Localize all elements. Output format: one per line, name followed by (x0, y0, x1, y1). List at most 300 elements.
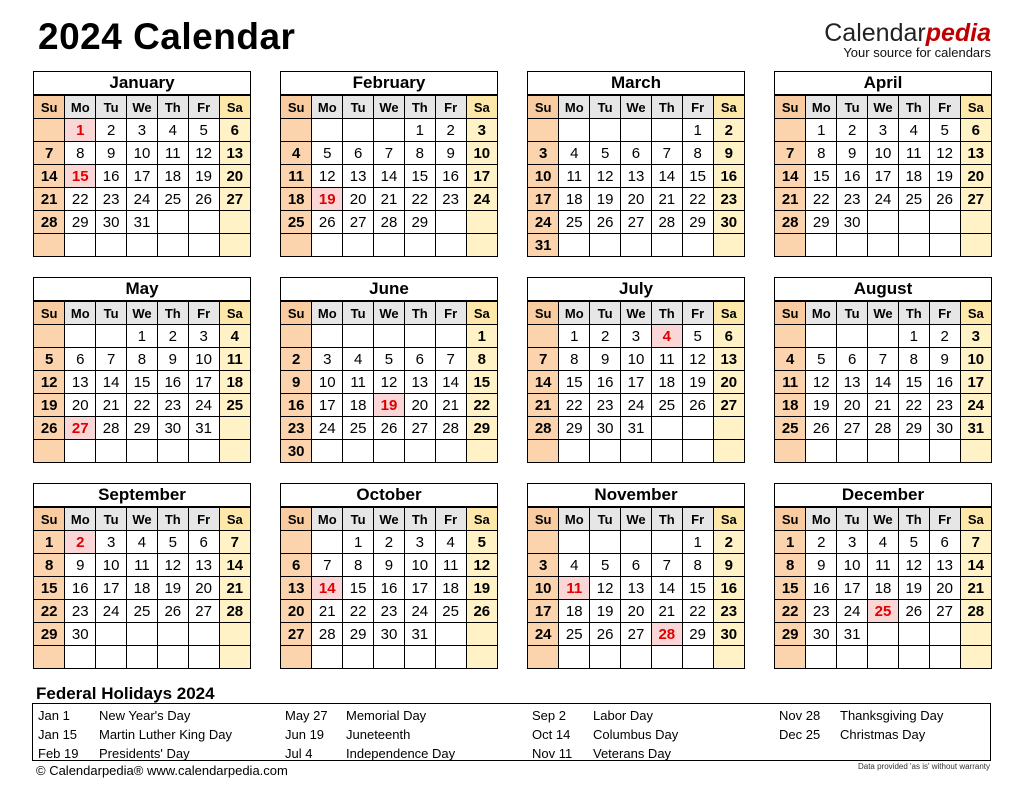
day-cell[interactable]: 13 (621, 577, 652, 600)
day-cell[interactable]: 25 (281, 211, 312, 234)
day-cell[interactable]: 4 (157, 119, 188, 142)
day-cell[interactable]: 16 (96, 165, 127, 188)
day-cell[interactable]: 27 (929, 600, 960, 623)
day-cell[interactable]: 2 (374, 531, 405, 554)
day-cell[interactable]: 17 (528, 600, 559, 623)
day-cell[interactable]: 13 (837, 371, 868, 394)
day-cell[interactable]: 13 (713, 348, 744, 371)
day-cell[interactable]: 18 (157, 165, 188, 188)
day-cell[interactable]: 19 (682, 371, 713, 394)
day-cell[interactable]: 16 (590, 371, 621, 394)
day-cell[interactable]: 17 (127, 165, 158, 188)
day-cell[interactable]: 7 (374, 142, 405, 165)
day-cell[interactable]: 5 (374, 348, 405, 371)
day-cell[interactable]: 2 (96, 119, 127, 142)
day-cell[interactable]: 29 (775, 623, 806, 646)
day-cell[interactable]: 13 (65, 371, 96, 394)
day-cell[interactable]: 10 (621, 348, 652, 371)
day-cell[interactable]: 3 (188, 325, 219, 348)
day-cell[interactable]: 6 (65, 348, 96, 371)
day-cell[interactable]: 29 (65, 211, 96, 234)
day-cell[interactable]: 26 (682, 394, 713, 417)
day-cell[interactable]: 5 (898, 531, 929, 554)
day-cell[interactable]: 5 (466, 531, 497, 554)
day-cell[interactable]: 19 (312, 188, 343, 211)
day-cell[interactable]: 16 (435, 165, 466, 188)
day-cell[interactable]: 12 (806, 371, 837, 394)
day-cell[interactable]: 4 (559, 142, 590, 165)
day-cell[interactable]: 18 (775, 394, 806, 417)
day-cell[interactable]: 18 (343, 394, 374, 417)
day-cell[interactable]: 27 (713, 394, 744, 417)
day-cell[interactable]: 2 (713, 119, 744, 142)
day-cell[interactable]: 19 (929, 165, 960, 188)
day-cell[interactable]: 18 (219, 371, 250, 394)
day-cell[interactable]: 22 (682, 188, 713, 211)
day-cell[interactable]: 29 (404, 211, 435, 234)
day-cell[interactable]: 26 (34, 417, 65, 440)
day-cell[interactable]: 1 (65, 119, 96, 142)
day-cell[interactable]: 10 (528, 165, 559, 188)
day-cell[interactable]: 26 (157, 600, 188, 623)
day-cell[interactable]: 9 (96, 142, 127, 165)
day-cell[interactable]: 2 (435, 119, 466, 142)
day-cell[interactable]: 8 (127, 348, 158, 371)
day-cell[interactable]: 29 (898, 417, 929, 440)
day-cell[interactable]: 18 (651, 371, 682, 394)
day-cell[interactable]: 13 (188, 554, 219, 577)
day-cell[interactable]: 13 (404, 371, 435, 394)
day-cell[interactable]: 11 (868, 554, 899, 577)
day-cell[interactable]: 19 (374, 394, 405, 417)
day-cell[interactable]: 8 (466, 348, 497, 371)
day-cell[interactable]: 15 (34, 577, 65, 600)
day-cell[interactable]: 11 (651, 348, 682, 371)
day-cell[interactable]: 25 (343, 417, 374, 440)
day-cell[interactable]: 31 (528, 234, 559, 257)
day-cell[interactable]: 30 (713, 211, 744, 234)
day-cell[interactable]: 24 (621, 394, 652, 417)
day-cell[interactable]: 8 (682, 142, 713, 165)
day-cell[interactable]: 23 (281, 417, 312, 440)
day-cell[interactable]: 3 (528, 142, 559, 165)
day-cell[interactable]: 13 (281, 577, 312, 600)
day-cell[interactable]: 22 (466, 394, 497, 417)
day-cell[interactable]: 2 (929, 325, 960, 348)
day-cell[interactable]: 14 (34, 165, 65, 188)
day-cell[interactable]: 13 (621, 165, 652, 188)
day-cell[interactable]: 11 (559, 577, 590, 600)
day-cell[interactable]: 1 (559, 325, 590, 348)
day-cell[interactable]: 21 (868, 394, 899, 417)
day-cell[interactable]: 30 (713, 623, 744, 646)
day-cell[interactable]: 1 (34, 531, 65, 554)
day-cell[interactable]: 15 (404, 165, 435, 188)
day-cell[interactable]: 6 (713, 325, 744, 348)
day-cell[interactable]: 15 (898, 371, 929, 394)
day-cell[interactable]: 7 (651, 554, 682, 577)
day-cell[interactable]: 13 (343, 165, 374, 188)
day-cell[interactable]: 2 (806, 531, 837, 554)
day-cell[interactable]: 21 (528, 394, 559, 417)
day-cell[interactable]: 14 (312, 577, 343, 600)
day-cell[interactable]: 31 (837, 623, 868, 646)
day-cell[interactable]: 20 (621, 600, 652, 623)
day-cell[interactable]: 24 (466, 188, 497, 211)
day-cell[interactable]: 12 (929, 142, 960, 165)
day-cell[interactable]: 24 (188, 394, 219, 417)
day-cell[interactable]: 28 (960, 600, 991, 623)
day-cell[interactable]: 8 (682, 554, 713, 577)
day-cell[interactable]: 22 (34, 600, 65, 623)
day-cell[interactable]: 21 (651, 600, 682, 623)
day-cell[interactable]: 10 (188, 348, 219, 371)
day-cell[interactable]: 29 (127, 417, 158, 440)
day-cell[interactable]: 9 (65, 554, 96, 577)
day-cell[interactable]: 9 (837, 142, 868, 165)
day-cell[interactable]: 21 (312, 600, 343, 623)
day-cell[interactable]: 7 (96, 348, 127, 371)
day-cell[interactable]: 20 (188, 577, 219, 600)
day-cell[interactable]: 5 (188, 119, 219, 142)
day-cell[interactable]: 24 (404, 600, 435, 623)
day-cell[interactable]: 14 (435, 371, 466, 394)
day-cell[interactable]: 22 (65, 188, 96, 211)
day-cell[interactable]: 17 (621, 371, 652, 394)
brand-logo[interactable] (824, 20, 991, 60)
day-cell[interactable]: 23 (806, 600, 837, 623)
day-cell[interactable]: 24 (127, 188, 158, 211)
day-cell[interactable]: 2 (281, 348, 312, 371)
day-cell[interactable]: 21 (651, 188, 682, 211)
day-cell[interactable]: 28 (651, 623, 682, 646)
day-cell[interactable]: 24 (528, 623, 559, 646)
day-cell[interactable]: 29 (682, 623, 713, 646)
day-cell[interactable]: 1 (466, 325, 497, 348)
day-cell[interactable]: 4 (435, 531, 466, 554)
day-cell[interactable]: 10 (528, 577, 559, 600)
day-cell[interactable]: 14 (868, 371, 899, 394)
day-cell[interactable]: 14 (960, 554, 991, 577)
day-cell[interactable]: 19 (157, 577, 188, 600)
day-cell[interactable]: 27 (281, 623, 312, 646)
day-cell[interactable]: 9 (713, 554, 744, 577)
day-cell[interactable]: 31 (621, 417, 652, 440)
day-cell[interactable]: 15 (127, 371, 158, 394)
day-cell[interactable]: 24 (528, 211, 559, 234)
day-cell[interactable]: 11 (127, 554, 158, 577)
day-cell[interactable]: 14 (219, 554, 250, 577)
day-cell[interactable]: 9 (374, 554, 405, 577)
day-cell[interactable]: 21 (960, 577, 991, 600)
day-cell[interactable]: 5 (806, 348, 837, 371)
day-cell[interactable]: 25 (559, 623, 590, 646)
day-cell[interactable]: 6 (343, 142, 374, 165)
day-cell[interactable]: 23 (929, 394, 960, 417)
day-cell[interactable]: 16 (157, 371, 188, 394)
day-cell[interactable]: 17 (96, 577, 127, 600)
day-cell[interactable]: 31 (404, 623, 435, 646)
day-cell[interactable]: 15 (682, 165, 713, 188)
day-cell[interactable]: 14 (651, 577, 682, 600)
day-cell[interactable]: 23 (157, 394, 188, 417)
day-cell[interactable]: 18 (435, 577, 466, 600)
day-cell[interactable]: 6 (188, 531, 219, 554)
day-cell[interactable]: 27 (219, 188, 250, 211)
day-cell[interactable]: 15 (65, 165, 96, 188)
day-cell[interactable]: 25 (651, 394, 682, 417)
day-cell[interactable]: 1 (898, 325, 929, 348)
day-cell[interactable]: 9 (590, 348, 621, 371)
day-cell[interactable]: 22 (898, 394, 929, 417)
day-cell[interactable]: 25 (157, 188, 188, 211)
day-cell[interactable]: 6 (929, 531, 960, 554)
day-cell[interactable]: 25 (127, 600, 158, 623)
day-cell[interactable]: 2 (590, 325, 621, 348)
day-cell[interactable]: 19 (466, 577, 497, 600)
day-cell[interactable]: 1 (343, 531, 374, 554)
day-cell[interactable]: 24 (312, 417, 343, 440)
day-cell[interactable]: 15 (559, 371, 590, 394)
day-cell[interactable]: 30 (837, 211, 868, 234)
day-cell[interactable]: 24 (960, 394, 991, 417)
day-cell[interactable]: 4 (343, 348, 374, 371)
day-cell[interactable]: 20 (404, 394, 435, 417)
day-cell[interactable]: 22 (404, 188, 435, 211)
day-cell[interactable]: 11 (157, 142, 188, 165)
day-cell[interactable]: 16 (713, 165, 744, 188)
day-cell[interactable]: 5 (590, 142, 621, 165)
day-cell[interactable]: 12 (682, 348, 713, 371)
day-cell[interactable]: 17 (868, 165, 899, 188)
day-cell[interactable]: 23 (435, 188, 466, 211)
day-cell[interactable]: 4 (281, 142, 312, 165)
day-cell[interactable]: 25 (775, 417, 806, 440)
day-cell[interactable]: 21 (435, 394, 466, 417)
day-cell[interactable]: 26 (188, 188, 219, 211)
day-cell[interactable]: 12 (157, 554, 188, 577)
day-cell[interactable]: 5 (157, 531, 188, 554)
day-cell[interactable]: 5 (682, 325, 713, 348)
day-cell[interactable]: 28 (219, 600, 250, 623)
day-cell[interactable]: 27 (188, 600, 219, 623)
day-cell[interactable]: 18 (281, 188, 312, 211)
day-cell[interactable]: 20 (621, 188, 652, 211)
day-cell[interactable]: 7 (528, 348, 559, 371)
day-cell[interactable]: 9 (713, 142, 744, 165)
day-cell[interactable]: 26 (466, 600, 497, 623)
day-cell[interactable]: 3 (837, 531, 868, 554)
day-cell[interactable]: 4 (219, 325, 250, 348)
day-cell[interactable]: 7 (960, 531, 991, 554)
day-cell[interactable]: 1 (775, 531, 806, 554)
day-cell[interactable]: 1 (806, 119, 837, 142)
day-cell[interactable]: 18 (868, 577, 899, 600)
day-cell[interactable]: 21 (374, 188, 405, 211)
day-cell[interactable]: 30 (806, 623, 837, 646)
day-cell[interactable]: 19 (188, 165, 219, 188)
day-cell[interactable]: 17 (404, 577, 435, 600)
day-cell[interactable]: 6 (621, 554, 652, 577)
day-cell[interactable]: 8 (343, 554, 374, 577)
day-cell[interactable]: 23 (713, 188, 744, 211)
day-cell[interactable]: 27 (343, 211, 374, 234)
day-cell[interactable]: 16 (374, 577, 405, 600)
day-cell[interactable]: 12 (590, 165, 621, 188)
day-cell[interactable]: 7 (312, 554, 343, 577)
day-cell[interactable]: 15 (806, 165, 837, 188)
day-cell[interactable]: 21 (775, 188, 806, 211)
day-cell[interactable]: 22 (127, 394, 158, 417)
day-cell[interactable]: 19 (806, 394, 837, 417)
day-cell[interactable]: 27 (621, 623, 652, 646)
day-cell[interactable]: 13 (219, 142, 250, 165)
day-cell[interactable]: 22 (806, 188, 837, 211)
day-cell[interactable]: 29 (34, 623, 65, 646)
day-cell[interactable]: 17 (188, 371, 219, 394)
day-cell[interactable]: 9 (157, 348, 188, 371)
day-cell[interactable]: 2 (65, 531, 96, 554)
day-cell[interactable]: 28 (312, 623, 343, 646)
day-cell[interactable]: 20 (343, 188, 374, 211)
day-cell[interactable]: 30 (281, 440, 312, 463)
day-cell[interactable]: 15 (343, 577, 374, 600)
day-cell[interactable]: 26 (590, 211, 621, 234)
day-cell[interactable]: 21 (96, 394, 127, 417)
day-cell[interactable]: 27 (65, 417, 96, 440)
day-cell[interactable]: 18 (559, 600, 590, 623)
day-cell[interactable]: 29 (682, 211, 713, 234)
day-cell[interactable]: 31 (960, 417, 991, 440)
day-cell[interactable]: 3 (960, 325, 991, 348)
day-cell[interactable]: 28 (528, 417, 559, 440)
day-cell[interactable]: 8 (775, 554, 806, 577)
day-cell[interactable]: 16 (806, 577, 837, 600)
day-cell[interactable]: 20 (65, 394, 96, 417)
day-cell[interactable]: 8 (806, 142, 837, 165)
day-cell[interactable]: 19 (898, 577, 929, 600)
day-cell[interactable]: 22 (682, 600, 713, 623)
day-cell[interactable]: 23 (590, 394, 621, 417)
day-cell[interactable]: 7 (775, 142, 806, 165)
day-cell[interactable]: 3 (621, 325, 652, 348)
day-cell[interactable]: 28 (868, 417, 899, 440)
day-cell[interactable]: 3 (868, 119, 899, 142)
day-cell[interactable]: 25 (559, 211, 590, 234)
day-cell[interactable]: 30 (96, 211, 127, 234)
day-cell[interactable]: 10 (96, 554, 127, 577)
day-cell[interactable]: 1 (127, 325, 158, 348)
day-cell[interactable]: 13 (929, 554, 960, 577)
day-cell[interactable]: 20 (960, 165, 991, 188)
day-cell[interactable]: 20 (929, 577, 960, 600)
day-cell[interactable]: 5 (34, 348, 65, 371)
day-cell[interactable]: 23 (374, 600, 405, 623)
day-cell[interactable]: 16 (713, 577, 744, 600)
day-cell[interactable]: 22 (559, 394, 590, 417)
day-cell[interactable]: 6 (837, 348, 868, 371)
day-cell[interactable]: 5 (590, 554, 621, 577)
day-cell[interactable]: 1 (682, 531, 713, 554)
day-cell[interactable]: 1 (682, 119, 713, 142)
day-cell[interactable]: 16 (929, 371, 960, 394)
day-cell[interactable]: 19 (34, 394, 65, 417)
day-cell[interactable]: 8 (65, 142, 96, 165)
day-cell[interactable]: 6 (281, 554, 312, 577)
day-cell[interactable]: 15 (466, 371, 497, 394)
day-cell[interactable]: 17 (837, 577, 868, 600)
day-cell[interactable]: 7 (435, 348, 466, 371)
day-cell[interactable]: 28 (34, 211, 65, 234)
day-cell[interactable]: 31 (188, 417, 219, 440)
day-cell[interactable]: 9 (806, 554, 837, 577)
day-cell[interactable]: 27 (404, 417, 435, 440)
day-cell[interactable]: 6 (960, 119, 991, 142)
day-cell[interactable]: 30 (929, 417, 960, 440)
day-cell[interactable]: 12 (34, 371, 65, 394)
day-cell[interactable]: 18 (127, 577, 158, 600)
day-cell[interactable]: 27 (837, 417, 868, 440)
day-cell[interactable]: 21 (219, 577, 250, 600)
day-cell[interactable]: 11 (435, 554, 466, 577)
day-cell[interactable]: 3 (528, 554, 559, 577)
day-cell[interactable]: 3 (466, 119, 497, 142)
day-cell[interactable]: 12 (312, 165, 343, 188)
day-cell[interactable]: 26 (590, 623, 621, 646)
day-cell[interactable]: 11 (898, 142, 929, 165)
day-cell[interactable]: 4 (651, 325, 682, 348)
day-cell[interactable]: 19 (590, 600, 621, 623)
day-cell[interactable]: 10 (404, 554, 435, 577)
day-cell[interactable]: 20 (281, 600, 312, 623)
day-cell[interactable]: 23 (713, 600, 744, 623)
day-cell[interactable]: 11 (559, 165, 590, 188)
day-cell[interactable]: 7 (34, 142, 65, 165)
day-cell[interactable]: 27 (621, 211, 652, 234)
day-cell[interactable]: 25 (868, 600, 899, 623)
day-cell[interactable]: 28 (374, 211, 405, 234)
day-cell[interactable]: 17 (960, 371, 991, 394)
day-cell[interactable]: 23 (96, 188, 127, 211)
day-cell[interactable]: 28 (435, 417, 466, 440)
day-cell[interactable]: 28 (775, 211, 806, 234)
day-cell[interactable]: 6 (621, 142, 652, 165)
day-cell[interactable]: 15 (775, 577, 806, 600)
day-cell[interactable]: 29 (806, 211, 837, 234)
day-cell[interactable]: 24 (96, 600, 127, 623)
day-cell[interactable]: 26 (374, 417, 405, 440)
day-cell[interactable]: 17 (466, 165, 497, 188)
day-cell[interactable]: 20 (837, 394, 868, 417)
day-cell[interactable]: 30 (374, 623, 405, 646)
day-cell[interactable]: 2 (157, 325, 188, 348)
day-cell[interactable]: 3 (404, 531, 435, 554)
day-cell[interactable]: 12 (590, 577, 621, 600)
day-cell[interactable]: 26 (806, 417, 837, 440)
day-cell[interactable]: 5 (312, 142, 343, 165)
day-cell[interactable]: 3 (96, 531, 127, 554)
day-cell[interactable]: 29 (466, 417, 497, 440)
day-cell[interactable]: 22 (775, 600, 806, 623)
day-cell[interactable]: 24 (837, 600, 868, 623)
day-cell[interactable]: 16 (281, 394, 312, 417)
day-cell[interactable]: 21 (34, 188, 65, 211)
day-cell[interactable]: 5 (929, 119, 960, 142)
day-cell[interactable]: 8 (898, 348, 929, 371)
day-cell[interactable]: 4 (868, 531, 899, 554)
day-cell[interactable]: 20 (713, 371, 744, 394)
day-cell[interactable]: 4 (559, 554, 590, 577)
